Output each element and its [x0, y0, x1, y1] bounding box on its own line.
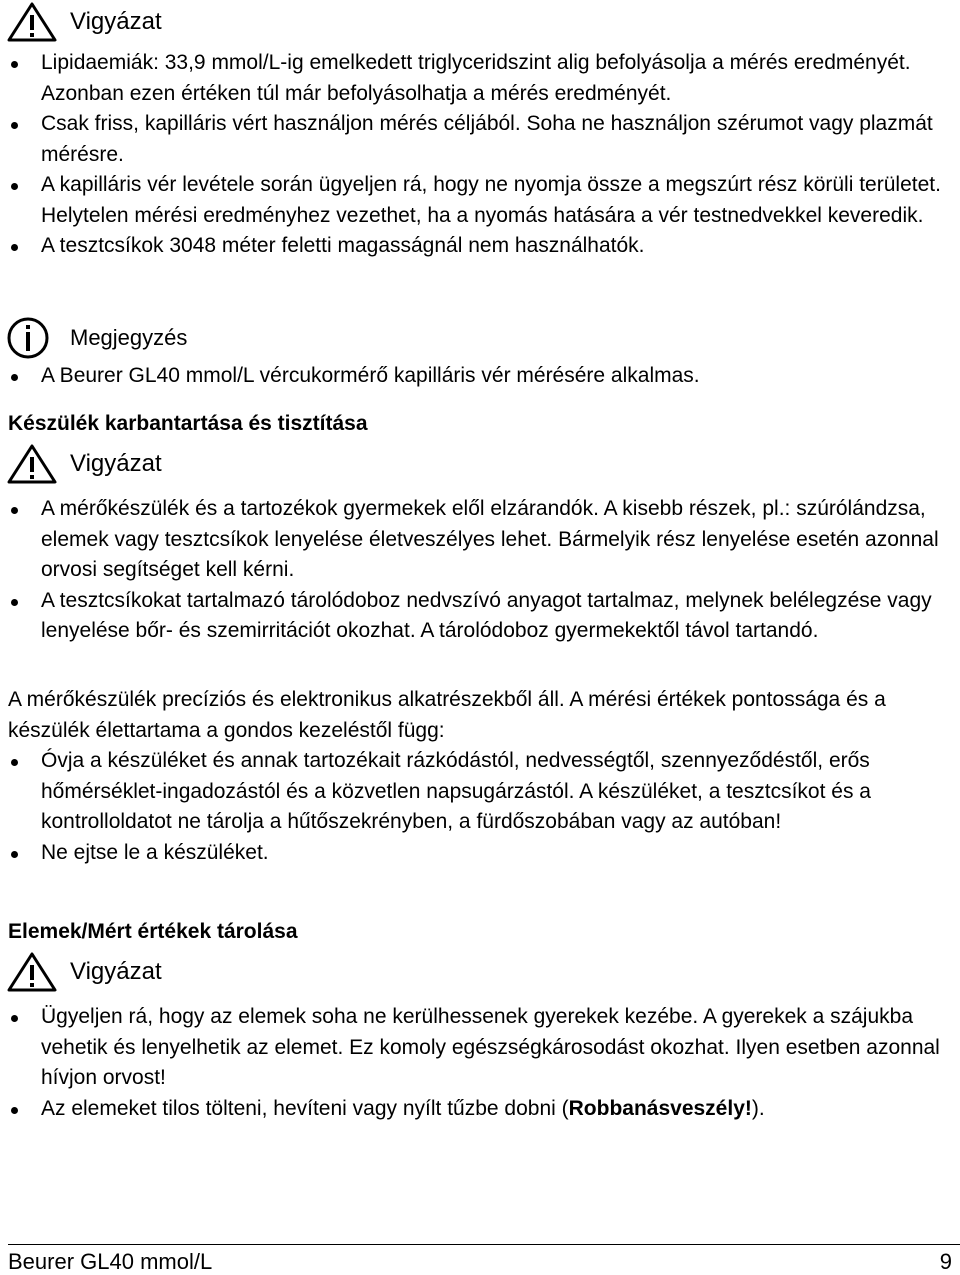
- warning-title: Vigyázat: [70, 450, 162, 477]
- note-notice: [6, 316, 187, 360]
- paragraph: A mérőkészülék precíziós és elektronikus alkatrészekből áll. A mérési értékek pontossága és a készülék élettartama a gondos kezeléstől függ:: [8, 688, 886, 742]
- list-item: [0, 1094, 950, 1125]
- warning-list: [0, 48, 950, 262]
- section-heading-batteries: Elemek/Mért értékek tárolása: [8, 920, 298, 943]
- note-list: [0, 361, 950, 392]
- warning-title: Vigyázat: [70, 8, 162, 35]
- warning-list: [0, 1002, 950, 1124]
- footer-divider: [8, 1244, 960, 1245]
- item-text: ).: [751, 1096, 765, 1120]
- info-circle-icon: [6, 316, 50, 360]
- list-item: A tesztcsíkok 3048 méter feletti magasságnál nem használhatók.: [0, 231, 950, 262]
- list-item: A tesztcsíkokat tartalmazó tárolódoboz nedvszívó anyagot tartalmaz, melynek belélegzése vagy lenyelése bőr- és szemirritációt okozhat. A tárolódoboz gyermekektől távol tartandó.: [0, 586, 950, 647]
- item-text: Az elemeket tilos tölteni, hevíteni vagy nyílt tűzbe dobni (: [41, 1096, 569, 1120]
- list-item: A mérőkészülék és a tartozékok gyermekek elől elzárandók. A kisebb részek, pl.: szúrólándzsa, elemek vagy tesztcsíkok lenyelése életveszélyes lehet. Bármelyik rész lenyelése esetén azonnal orvosi segítséget kell kérni.: [0, 494, 950, 586]
- list-item: Óvja a készüléket és annak tartozékait rázkódástól, nedvességtől, szennyeződéstől, erős hőmérséklet-ingadozástól és a közvetlen napsugárzástól. A készüléket, a tesztcsíkot és a kontrolloldatot ne tárolja a hűtőszekrényben, a fürdőszobában vagy az autóban!: [0, 746, 950, 838]
- list-item: Ügyeljen rá, hogy az elemek soha ne kerülhessenek gyerekek kezébe. A gyerekek a szájukba vehetik és lenyelhetik az elemet. Ez komoly egészségkárosodást okozhat. Ilyen esetben azonnal hívjon orvost!: [0, 1002, 950, 1094]
- list-item: A kapilláris vér levétele során ügyeljen rá, hogy ne nyomja össze a megszúrt rész körüli területet. Helytelen mérési eredményhez vezethet, ha a nyomás hatására a vér testnedvekkel keveredik.: [0, 170, 950, 231]
- warning-title: Vigyázat: [70, 958, 162, 985]
- warning-triangle-icon: [6, 951, 58, 993]
- footer-product-name: Beurer GL40 mmol/L: [8, 1249, 213, 1274]
- section-heading-maintenance: Készülék karbantartása és tisztítása: [8, 412, 368, 435]
- note-title: Megjegyzés: [70, 325, 188, 350]
- list-item: Ne ejtse le a készüléket.: [0, 838, 950, 869]
- list-item: Lipidaemiák: 33,9 mmol/L-ig emelkedett triglyceridszint alig befolyásolja a mérés eredményét. Azonban ezen értéken túl már befolyásolhatja a mérés eredményét.: [0, 48, 950, 109]
- page-number: 9: [939, 1249, 952, 1274]
- warning-list: [0, 494, 950, 647]
- care-list: [0, 746, 950, 868]
- warning-notice: [6, 0, 162, 44]
- explosion-warning: Robbanásveszély!: [568, 1096, 752, 1120]
- list-item: A Beurer GL40 mmol/L vércukormérő kapilláris vér mérésére alkalmas.: [0, 361, 950, 392]
- warning-notice: [6, 950, 162, 994]
- warning-triangle-icon: [6, 443, 58, 485]
- list-item: Csak friss, kapilláris vért használjon mérés céljából. Soha ne használjon szérumot vagy plazmát mérésre.: [0, 109, 950, 170]
- warning-notice: [6, 442, 162, 486]
- warning-triangle-icon: [6, 1, 58, 43]
